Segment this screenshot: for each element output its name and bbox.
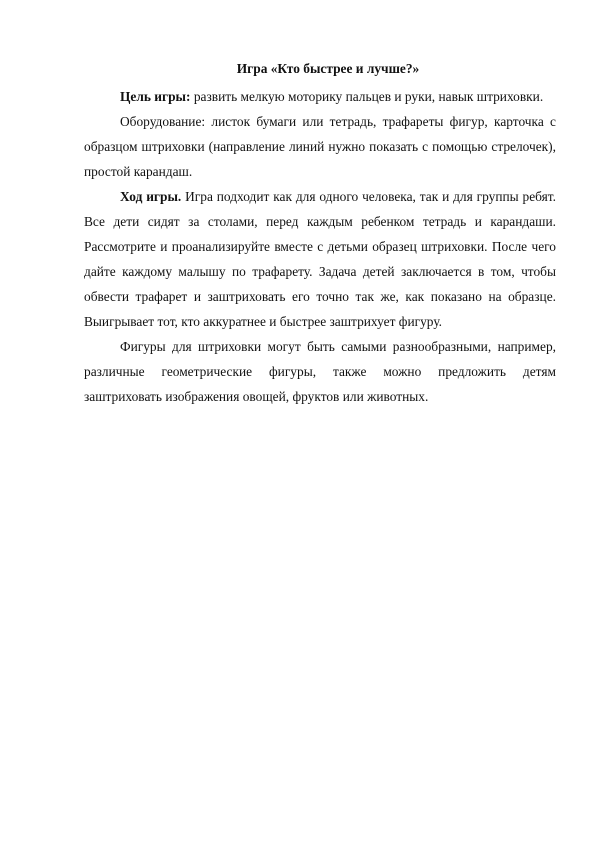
paragraph-equipment	[84, 109, 556, 184]
paragraph-equipment-text: Оборудование: листок бумаги или тетрадь, трафареты фигур, карточка с образцом штриховки (направление линий нужно показать с помощью стрелочек), простой карандаш.	[84, 114, 556, 179]
paragraph-goal-lead: Цель игры:	[120, 89, 191, 104]
paragraph-figures-text: Фигуры для штриховки могут быть самыми разнообразными, например, различные геометрические фигуры, также можно предложить детям заштриховать изображения овощей, фруктов или животных.	[84, 339, 556, 404]
paragraph-goal	[84, 84, 556, 109]
paragraph-goal-text: развить мелкую моторику пальцев и руки, навык штриховки.	[190, 89, 544, 104]
document-title: Игра «Кто быстрее и лучше?»	[236, 61, 420, 76]
paragraph-figures	[84, 334, 556, 409]
document-body	[84, 56, 556, 409]
paragraph-procedure-lead: Ход игры.	[120, 189, 182, 204]
paragraph-procedure	[84, 184, 556, 334]
paragraph-procedure-text: Игра подходит как для одного человека, так и для группы ребят. Все дети сидят за столами, перед каждым ребенком тетрадь и карандаши. Рассмотрите и проанализируйте вместе с детьми образец штриховки. После чего дайте каждому малышу по трафарету. Задача детей заключается в том, чтобы обвести трафарет и заштриховать его точно так же, как показано на образце. Выигрывает тот, кто аккуратнее и быстрее заштрихует фигуру.	[84, 189, 556, 329]
